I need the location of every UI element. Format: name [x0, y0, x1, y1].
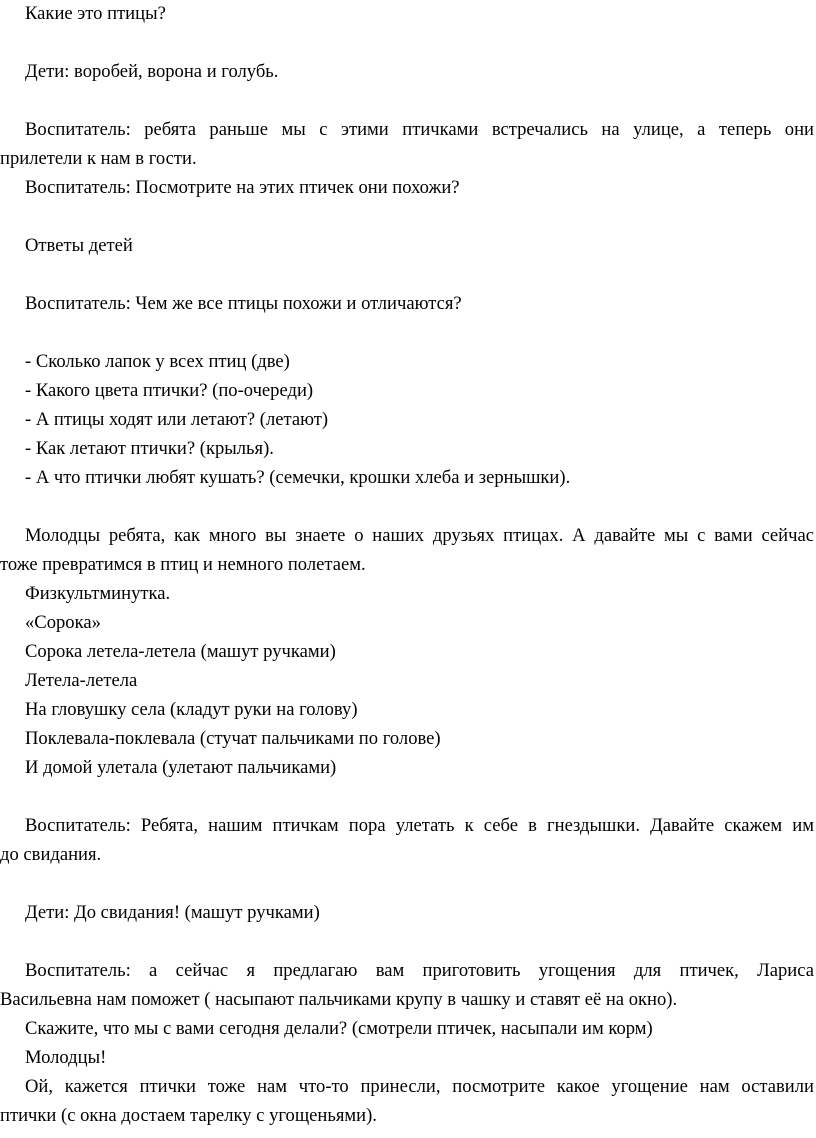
text-line-well-done: Молодцы!	[25, 1047, 107, 1068]
text-line-question: Какие это птицы?	[25, 3, 166, 24]
text-line-q-paws: - Сколько лапок у всех птиц (две)	[25, 351, 290, 372]
text-line-praise-a: Молодцы ребята, как много вы знаете о наших друзьях птицах. А давайте мы с вами сейчас	[25, 525, 814, 546]
text-line-poem-4: Поклевала-поклевала (стучат пальчиками по голове)	[25, 728, 441, 749]
text-line-q-how-fly: - Как летают птички? (крылья).	[25, 438, 274, 459]
text-line-children-goodbye: Дети: До свидания! (машут ручками)	[25, 902, 320, 923]
text-line-summary-question: Скажите, что мы с вами сегодня делали? (смотрели птичек, насыпали им корм)	[25, 1018, 653, 1039]
text-line-q-walk-fly: - А птицы ходят или летают? (летают)	[25, 409, 329, 430]
text-line-teacher-4b: до свидания.	[0, 844, 102, 865]
text-line-teacher-5a: Воспитатель: а сейчас я предлагаю вам приготовить угощения для птичек, Лариса	[25, 960, 814, 981]
text-line-treat-a: Ой, кажется птички тоже нам что-то принесли, посмотрите какое угощение нам оставили	[25, 1076, 814, 1097]
text-line-poem-5: И домой улетала (улетают пальчиками)	[25, 757, 337, 778]
text-line-q-food: - А что птички любят кушать? (семечки, крошки хлеба и зернышки).	[25, 467, 571, 488]
text-line-poem-1: Сорока летела-летела (машут ручками)	[25, 641, 336, 662]
text-line-poem-title: «Сорока»	[25, 612, 101, 633]
text-line-children-replies: Ответы детей	[25, 235, 133, 256]
text-line-teacher-1a: Воспитатель: ребята раньше мы с этими птичками встречались на улице, а теперь они	[25, 119, 814, 140]
text-line-teacher-3: Воспитатель: Чем же все птицы похожи и отличаются?	[25, 293, 462, 314]
text-line-treat-b: птички (с окна достаем тарелку с угощеньями).	[0, 1105, 377, 1126]
text-line-teacher-1b: прилетели к нам в гости.	[0, 148, 197, 169]
text-line-poem-3: На гловушку села (кладут руки на голову)	[25, 699, 358, 720]
text-line-praise-b: тоже превратимся в птиц и немного полетаем.	[0, 554, 366, 575]
text-line-teacher-5b: Васильевна нам поможет ( насыпают пальчиками крупу в чашку и ставят её на окно).	[0, 989, 678, 1010]
text-line-teacher-4a: Воспитатель: Ребята, нашим птичкам пора улетать к себе в гнездышки. Давайте скажем им	[25, 815, 814, 836]
text-line-teacher-2: Воспитатель: Посмотрите на этих птичек они похожи?	[25, 177, 460, 198]
text-line-q-color: - Какого цвета птички? (по-очереди)	[25, 380, 314, 401]
text-line-children-answer: Дети: воробей, ворона и голубь.	[25, 61, 279, 82]
text-line-exercise-title: Физкультминутка.	[25, 583, 171, 604]
text-line-poem-2: Летела-летела	[25, 670, 138, 691]
